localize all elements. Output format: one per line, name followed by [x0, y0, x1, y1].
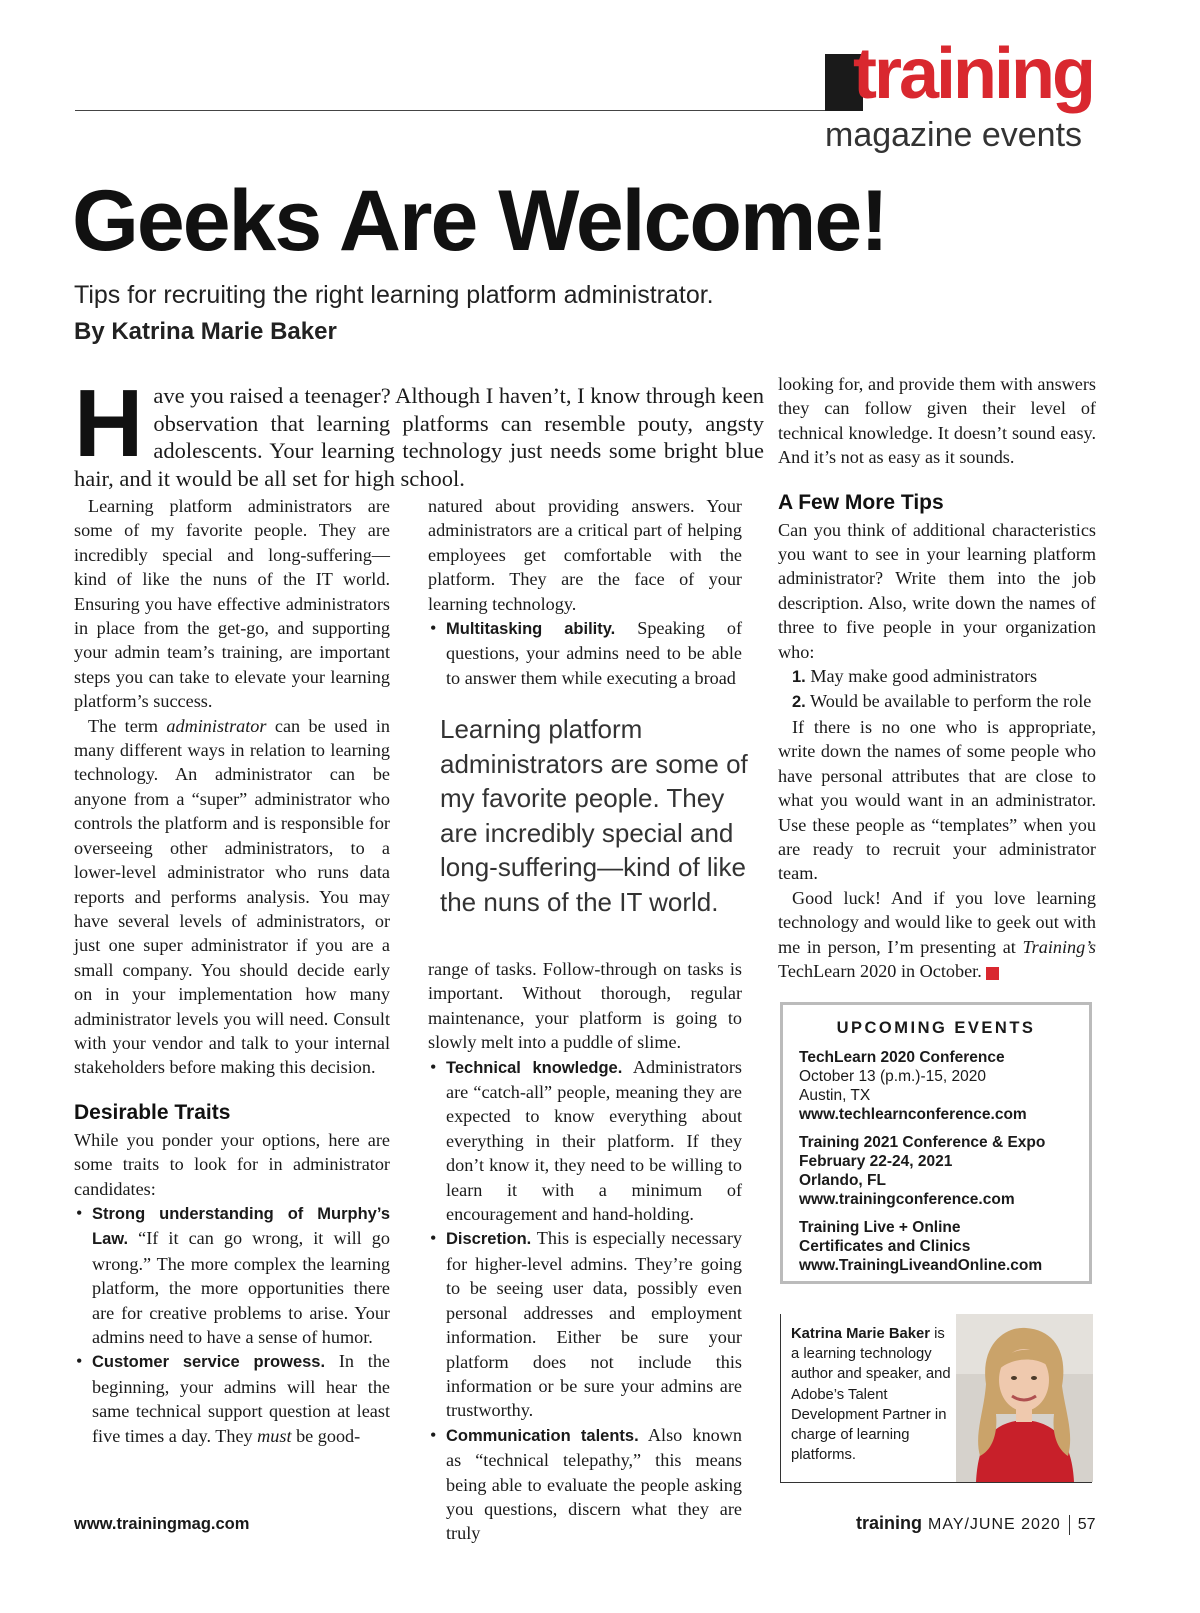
- header-rule: [75, 110, 830, 111]
- trait-text: Administrators are “catch-all” people, meaning they are expected to know everything about everything in their platform. If they don’t know it, they need to be willing to learn it with a minimum of encouragement and hand-holding.: [446, 1056, 742, 1225]
- event-location: Austin, TX: [799, 1087, 871, 1104]
- trait-text: In the beginning, your admins will hear the same technical support question at least five times a day. They: [92, 1351, 390, 1446]
- footer-url[interactable]: www.trainingmag.com: [74, 1515, 250, 1533]
- column-1: [74, 494, 390, 1448]
- trait-label: Multitasking ability.: [446, 620, 616, 639]
- footer-magazine: training: [856, 1513, 922, 1533]
- event-link[interactable]: www.techlearnconference.com: [799, 1106, 1027, 1123]
- text-run: Good luck! And if you love learning technology and would like to geek out with me in person, I’m presenting at: [778, 887, 1096, 957]
- trait-item: [428, 1423, 742, 1546]
- footer-divider: [1069, 1515, 1070, 1535]
- col3-paragraph-3: [778, 886, 1096, 984]
- footer-issue: MAY/JUNE 2020: [928, 1516, 1061, 1533]
- author-name: Katrina Marie Baker: [791, 1326, 930, 1342]
- column-2-bottom: [428, 957, 742, 1546]
- item-text: Would be available to perform the role: [805, 691, 1092, 712]
- upcoming-events-box: [780, 1002, 1092, 1284]
- trait-item: [74, 1201, 390, 1349]
- end-mark-icon: t: [986, 967, 999, 980]
- numbered-list: [778, 664, 1096, 715]
- training-magazine-events-logo: [825, 34, 1135, 154]
- trait-text: “If it can go wrong, it will go wrong.” The more complex the learning platform, the more opportunities there are for creative problems to arise. Your admins need to have a sense of humor.: [92, 1228, 390, 1347]
- item-number: 2.: [792, 693, 806, 712]
- bio-text: [791, 1324, 951, 1465]
- trait-item: [74, 1349, 390, 1448]
- event-name: Training Live + Online: [799, 1219, 961, 1236]
- logo-word: training: [853, 34, 1093, 114]
- traits-list: [428, 1055, 742, 1546]
- article-byline: By Katrina Marie Baker: [74, 318, 337, 345]
- section-heading-more-tips: A Few More Tips: [778, 490, 944, 514]
- event-link[interactable]: www.TrainingLiveandOnline.com: [799, 1257, 1043, 1274]
- event-item: [799, 1218, 1073, 1275]
- event-link[interactable]: www.trainingconference.com: [799, 1191, 1015, 1208]
- event-dates: February 22-24, 2021: [799, 1153, 953, 1170]
- event-item: [799, 1133, 1073, 1209]
- numbered-item: [778, 689, 1096, 714]
- traits-list: [74, 1201, 390, 1448]
- intro-text: ave you raised a teenager? Although I haven’t, I know through keen observation that learning platforms can resemble pouty, angsty adolescents. Your learning technology just needs some bright blue hair, and it would be all set for high school.: [74, 383, 764, 491]
- item-number: 1.: [792, 668, 806, 687]
- trait-label: Discretion.: [446, 1230, 532, 1249]
- text-run: TechLearn 2020 in October.: [778, 960, 982, 981]
- section-heading-desirable-traits: Desirable Traits: [74, 1100, 231, 1124]
- event-dates: October 13 (p.m.)-15, 2020: [799, 1068, 986, 1085]
- trait-text: This is especially necessary for higher-level admins. They’re going to be seeing user data, possibly even personal addresses and employment information. Either be sure your platform does not include this information or be sure your admins are trustworthy.: [446, 1228, 742, 1421]
- event-location: Orlando, FL: [799, 1172, 886, 1189]
- trait-text: Also known as “technical telepathy,” this means being able to evaluate the people asking you questions, discern what they are truly: [446, 1424, 742, 1544]
- trait-item: [428, 616, 742, 690]
- text-run: The term: [88, 715, 167, 736]
- pull-quote: Learning platform administrators are some of my favorite people. They are incredibly special and long-suffering—kind of like the nuns of the IT world.: [440, 714, 748, 917]
- footer-folio: [856, 1513, 1096, 1535]
- event-subtitle: Certificates and Clinics: [799, 1238, 971, 1255]
- column-2-top: [428, 494, 742, 690]
- drop-cap: H: [74, 370, 144, 477]
- col3-paragraph-2: If there is no one who is appropriate, write down the names of some people who have personal attributes that are close to what you would want in an administrator. Use these people as “templates” when you are ready to recruit your administrator team.: [778, 716, 1096, 884]
- article-intro: [74, 370, 764, 492]
- author-bio: [780, 1314, 1092, 1483]
- trait-label: Strong understanding of Murphy’s Law.: [92, 1204, 390, 1249]
- emphasis: Training’s: [1022, 936, 1096, 957]
- trait-item: [428, 1055, 742, 1227]
- event-name: Training 2021 Conference & Expo: [799, 1134, 1046, 1151]
- trait-label: Customer service prowess.: [92, 1353, 326, 1372]
- col1-paragraph-1: Learning platform administrators are some of my favorite people. They are incredibly special and long-suffering—kind of like the nuns of the IT world. Ensuring you have effective administrators in place from the get-go, and supporting your admin team’s training, are important steps you can take to elevate your learning platform’s success.: [74, 496, 390, 712]
- emphasis: must: [257, 1425, 292, 1446]
- text-run: can be used in many different ways in relation to learning technology. An administrator can be anyone from a “super” administrator who controls the platform and is responsible for overseeing other administrators, to a lower-level administrator who runs data reports and performs analysis. You may have several levels of administrators, or just one super administrator if you are a small company. You should decide early on in your implementation how many administrator levels you will need. Consult with your vendor and talk to your internal stakeholders before making this decision.: [74, 715, 390, 1078]
- bio-description: is a learning technology author and speaker, and Adobe’s Talent Development Partner in charge of learning platforms.: [791, 1326, 951, 1464]
- emphasis: administrator: [166, 715, 267, 736]
- col3-paragraph-1: Can you think of additional characteristics you want to see in your learning platform administrator? Write them into the job description. Also, write down the names of three to five people in your organization who:: [778, 519, 1096, 662]
- logo-subtitle: magazine events: [825, 116, 1083, 154]
- trait-item: [428, 1226, 742, 1422]
- col3-continuation: looking for, and provide them with answers they can follow given their level of technical knowledge. It doesn’t sound easy. And it’s not as easy as it sounds.: [778, 374, 1096, 468]
- event-name: TechLearn 2020 Conference: [799, 1049, 1005, 1066]
- event-item: [799, 1048, 1073, 1124]
- col2-continuation-2: range of tasks. Follow-through on tasks is important. Without thorough, regular maintenance, your platform is going to slowly melt into a puddle of slime.: [428, 959, 742, 1053]
- trait-label: Communication talents.: [446, 1426, 639, 1445]
- col1-paragraph-3: While you ponder your options, here are some traits to look for in administrator candidates:: [74, 1129, 390, 1199]
- trait-label: Technical knowledge.: [446, 1058, 623, 1077]
- author-photo: [956, 1314, 1093, 1482]
- col1-paragraph-2: [74, 714, 390, 1080]
- page-number: 57: [1077, 1516, 1096, 1533]
- events-title: UPCOMING EVENTS: [836, 1019, 1036, 1037]
- trait-text: be good-: [291, 1425, 361, 1446]
- column-3: [778, 372, 1096, 983]
- article-headline: Geeks Are Welcome!: [72, 173, 887, 269]
- traits-list: [428, 616, 742, 690]
- col2-continuation: natured about providing answers. Your administrators are a critical part of helping employees get comfortable with the platform. They are the face of your learning technology.: [428, 496, 742, 614]
- trait-text: Speaking of questions, your admins need to be able to answer them while executing a broad: [446, 618, 742, 688]
- article-deck: Tips for recruiting the right learning platform administrator.: [74, 281, 714, 309]
- numbered-item: [778, 664, 1096, 689]
- item-text: May make good administrators: [805, 666, 1038, 687]
